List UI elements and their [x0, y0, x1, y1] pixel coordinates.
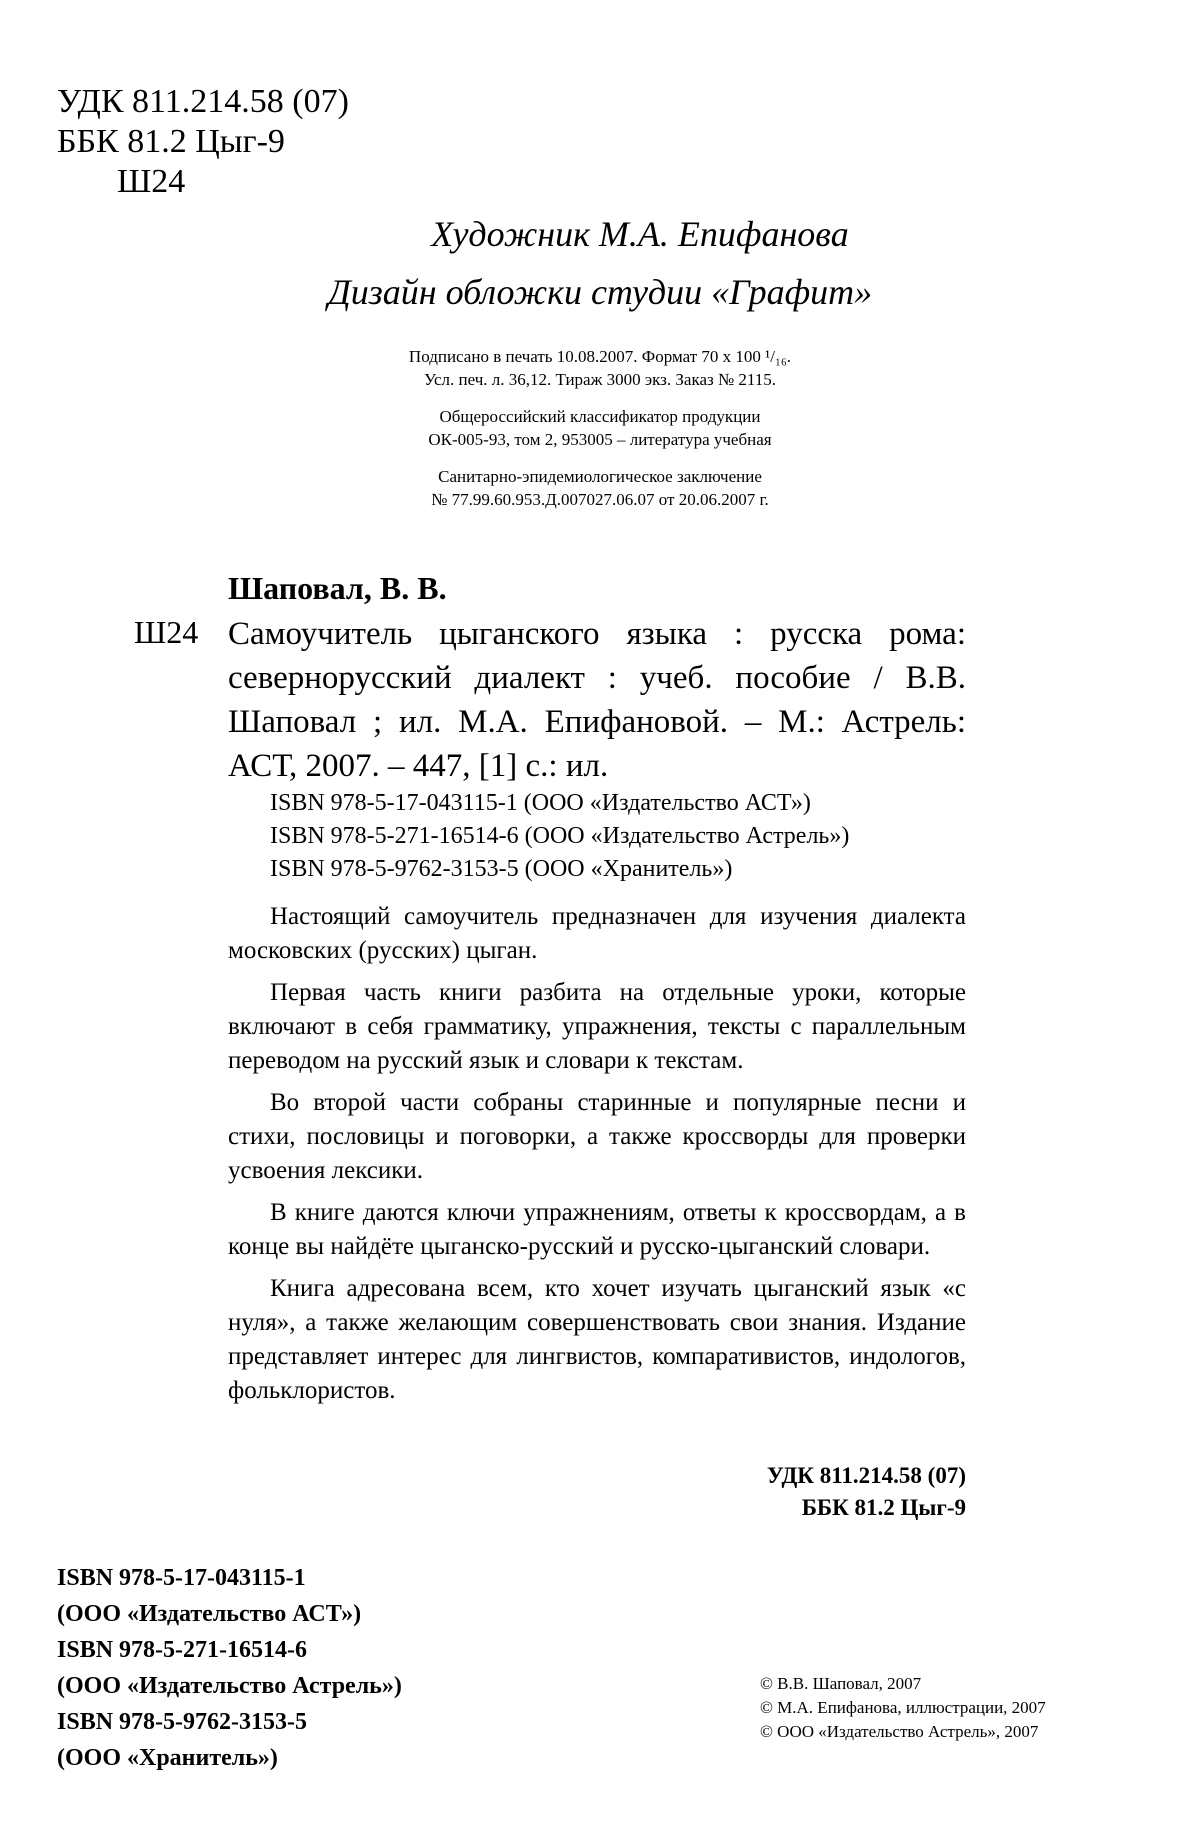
isbn-list — [270, 787, 849, 886]
bib-code: Ш24 — [134, 614, 199, 650]
udk-code-bottom: УДК 811.214.58 (07) — [766, 1463, 966, 1488]
isbn-footer — [57, 1560, 402, 1776]
isbn-footer-line: (ООО «Издательство Астрель») — [57, 1673, 402, 1699]
bbk-code-bottom: ББК 81.2 Цыг-9 — [801, 1495, 966, 1520]
imprint-line-6: № 77.99.60.953.Д.007027.06.07 от 20.06.2007 г. — [431, 490, 769, 509]
annotation — [228, 900, 966, 1416]
copyright-block — [760, 1672, 1046, 1744]
classification-footer — [767, 1460, 966, 1524]
isbn-footer-line: ISBN 978-5-271-16514-6 — [57, 1637, 307, 1663]
imprint-line-4: ОК-005-93, том 2, 953005 – литература учебная — [428, 430, 772, 449]
udk-code: УДК 811.214.58 (07) — [57, 83, 349, 120]
bibliographic-description — [228, 612, 966, 788]
bib-author: Шаповал, В. В. — [228, 570, 447, 606]
imprint-block — [0, 345, 1200, 525]
classification-header — [57, 82, 349, 202]
annotation-paragraph: Первая часть книги разбита на отдельные уроки, которые включают в себя грамматику, упражнения, тексты с параллельным переводом на русский язык и словари к текстам. — [228, 979, 966, 1074]
imprint-line-5: Санитарно-эпидемиологическое заключение — [438, 467, 762, 486]
artist-credit: Художник М.А. Епифанова — [431, 214, 849, 254]
annotation-paragraph: Во второй части собраны старинные и популярные песни и стихи, пословицы и поговорки, а также кроссворды для проверки усвоения лексики. — [228, 1089, 966, 1184]
isbn-item: ISBN 978-5-271-16514-6 (ООО «Издательство Астрель») — [270, 823, 850, 849]
imprint-line-1: Подписано в печать 10.08.2007. Формат 70 x 100 ¹/₁₆. — [408, 347, 792, 366]
imprint-line-3: Общероссийский классификатор продукции — [439, 407, 761, 426]
copyright-line: © ООО «Издательство Астрель», 2007 — [760, 1722, 1039, 1741]
isbn-footer-line: (ООО «Издательство АСТ») — [57, 1601, 362, 1627]
isbn-item: ISBN 978-5-17-043115-1 (ООО «Издательство АСТ») — [270, 790, 811, 816]
annotation-paragraph: Настоящий самоучитель предназначен для изучения диалекта московских (русских) цыган. — [228, 903, 966, 964]
isbn-item: ISBN 978-5-9762-3153-5 (ООО «Хранитель») — [270, 856, 733, 882]
isbn-footer-line: (ООО «Хранитель») — [57, 1745, 278, 1771]
isbn-footer-line: ISBN 978-5-17-043115-1 — [57, 1565, 306, 1591]
copyright-line: © М.А. Епифанова, иллюстрации, 2007 — [760, 1698, 1046, 1717]
bbk-code: ББК 81.2 Цыг-9 — [57, 123, 285, 160]
copyright-line: © В.В. Шаповал, 2007 — [760, 1674, 922, 1693]
isbn-footer-line: ISBN 978-5-9762-3153-5 — [57, 1709, 307, 1735]
cover-design-credit: Дизайн обложки студии «Графит» — [327, 272, 873, 312]
bib-description: Самоучитель цыганского языка : русска рома: севернорусский диалект : учеб. пособие / В.В. Шаповал ; ил. М.А. Епифановой. – М.: Астрель: АСТ, 2007. – 447, [1] с.: ил. — [228, 616, 966, 784]
imprint-line-2: Усл. печ. л. 36,12. Тираж 3000 экз. Заказ № 2115. — [423, 370, 777, 389]
credits — [0, 205, 1200, 321]
author-mark: Ш24 — [117, 163, 186, 200]
annotation-paragraph: Книга адресована всем, кто хочет изучать цыганский язык «с нуля», а также желающим совершенствовать свои знания. Издание представляет интерес для лингвистов, компаративистов, индологов, фольклористов. — [228, 1275, 966, 1404]
annotation-paragraph: В книге даются ключи упражнениям, ответы к кроссвордам, а в конце вы найдёте цыганско-русский и русско-цыганский словари. — [228, 1199, 966, 1260]
